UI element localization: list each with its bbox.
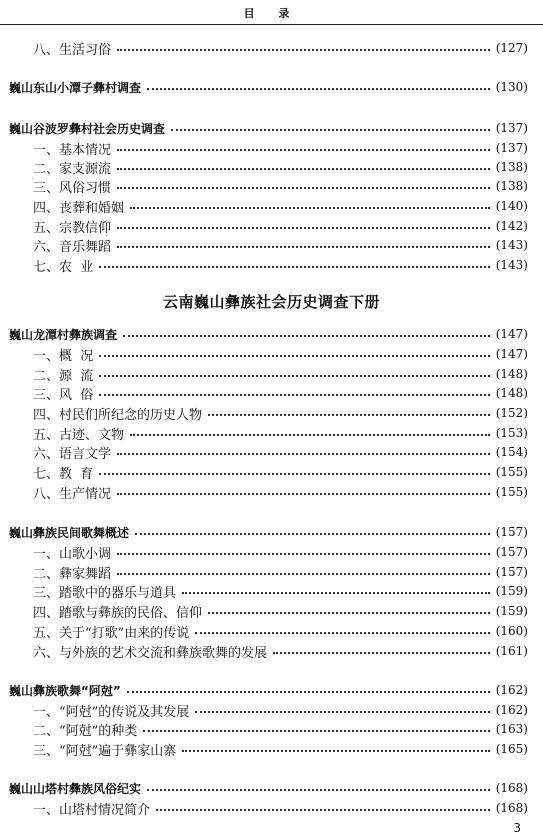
leader-dots	[147, 88, 490, 90]
toc-chapter-page: (130)	[495, 80, 528, 94]
toc-entry-label: 六、语言文学	[33, 446, 112, 462]
toc-entry-label: 一、基本情况	[33, 142, 112, 158]
leader-dots	[130, 434, 490, 436]
toc-entry-label: 一、概 况	[33, 348, 94, 364]
toc-entry-label: 三、“阿尅”遍于彝家山寨	[33, 743, 177, 759]
toc-entry[interactable]	[33, 384, 528, 402]
toc-entry[interactable]	[33, 563, 528, 581]
toc-entry-label: 二、“阿尅”的种类	[33, 723, 138, 739]
toc-entry[interactable]	[33, 139, 528, 157]
toc-chapter[interactable]	[9, 325, 528, 343]
toc-entry-page: (163)	[495, 722, 528, 736]
toc-entry[interactable]	[33, 236, 528, 254]
leader-dots	[143, 730, 489, 732]
toc-entry-page: (143)	[495, 258, 528, 272]
toc-entry-label: 五、关于“打歌”由来的传说	[33, 625, 190, 641]
leader-dots	[182, 592, 490, 594]
leader-dots	[117, 453, 490, 455]
toc-entry[interactable]	[33, 424, 528, 442]
leader-dots	[195, 632, 489, 634]
toc-entry[interactable]	[33, 642, 528, 660]
toc-entry-page: (160)	[495, 624, 528, 638]
leader-dots	[117, 149, 490, 151]
toc-entry[interactable]	[33, 622, 528, 640]
toc-entry-page: (148)	[495, 386, 528, 400]
toc-entry-label: 三、风俗习惯	[33, 180, 112, 196]
toc-entry-page: (138)	[495, 160, 528, 174]
toc-entry[interactable]	[33, 39, 528, 57]
leader-dots	[117, 493, 490, 495]
toc-entry[interactable]	[33, 720, 528, 738]
toc-entry-page: (153)	[495, 426, 528, 440]
leader-dots	[208, 414, 490, 416]
toc-entry[interactable]	[33, 483, 528, 501]
leader-dots	[99, 375, 489, 377]
toc-entry[interactable]	[33, 463, 528, 481]
toc-entry-label: 五、古迹、文物	[33, 427, 125, 443]
leader-dots	[117, 168, 490, 170]
header-title: 目 录	[243, 7, 300, 20]
toc-entry[interactable]	[33, 404, 528, 422]
toc-chapter-page: (157)	[495, 525, 528, 539]
toc-entry-label: 七、农 业	[33, 259, 94, 275]
leader-dots	[99, 266, 489, 268]
toc-entry-label: 六、与外族的艺术交流和彝族歌舞的发展	[33, 645, 268, 661]
toc-entry-page: (159)	[495, 584, 528, 598]
toc-entry[interactable]	[33, 197, 528, 215]
leader-dots	[117, 227, 490, 229]
volume-section-title: 云南巍山彝族社会历史调查下册	[162, 293, 380, 311]
leader-dots	[99, 355, 489, 357]
toc-entry-label: 三、踏歌中的器乐与道具	[33, 585, 177, 601]
leader-dots	[135, 533, 490, 535]
toc-entry-page: (157)	[495, 545, 528, 559]
toc-entry-page: (157)	[495, 565, 528, 579]
toc-entry[interactable]	[33, 543, 528, 561]
toc-entry-page: (161)	[495, 644, 528, 658]
toc-entry[interactable]	[33, 701, 528, 719]
toc-entry[interactable]	[33, 740, 528, 758]
toc-entry-label: 四、踏歌与彝族的民俗、信仰	[33, 605, 203, 621]
toc-entry[interactable]	[33, 256, 528, 274]
toc-entry-label: 四、丧葬和婚姻	[33, 200, 125, 216]
leader-dots	[117, 49, 490, 51]
running-header	[0, 0, 543, 25]
toc-entry-page: (152)	[495, 406, 528, 420]
leader-dots	[127, 691, 490, 693]
toc-entry-page: (148)	[495, 367, 528, 381]
toc-chapter-label: 巍山彝族民间歌舞概述	[9, 525, 130, 540]
toc-entry-page: (159)	[495, 604, 528, 618]
toc-entry[interactable]	[33, 365, 528, 383]
toc-entry-page: (138)	[495, 179, 528, 193]
leader-dots	[147, 789, 490, 791]
toc-chapter-label: 巍山谷波罗彝村社会历史调查	[9, 121, 166, 136]
leader-dots	[117, 553, 490, 555]
leader-dots	[156, 809, 490, 811]
toc-entry-label: 六、音乐舞蹈	[33, 239, 112, 255]
toc-chapter-page: (162)	[495, 683, 528, 697]
toc-chapter-label: 巍山彝族歌舞“阿尅”	[9, 683, 121, 698]
toc-chapter-label: 巍山龙潭村彝族调查	[9, 327, 118, 342]
toc-chapter[interactable]	[9, 681, 528, 699]
toc-entry-label: 五、宗教信仰	[33, 220, 112, 236]
page-number: 3	[513, 821, 521, 835]
toc-entry-page: (142)	[495, 219, 528, 233]
leader-dots	[273, 652, 490, 654]
leader-dots	[123, 335, 490, 337]
leader-dots	[182, 750, 489, 752]
toc-entry-label: 一、山塔村情况简介	[33, 802, 151, 818]
toc-entry-label: 一、山歌小调	[33, 546, 112, 562]
toc-entry-page: (154)	[495, 445, 528, 459]
toc-entry-page: (127)	[495, 41, 528, 55]
toc-chapter[interactable]	[9, 779, 528, 797]
toc-entry[interactable]	[33, 158, 528, 176]
toc-chapter-page: (168)	[495, 781, 528, 795]
toc-entry-page: (140)	[495, 199, 528, 213]
toc-entry-label: 二、家支源流	[33, 161, 112, 177]
toc-entry[interactable]	[33, 345, 528, 363]
toc-entry-page: (162)	[495, 703, 528, 717]
toc-entry-label: 七、教 育	[33, 466, 94, 482]
leader-dots	[117, 246, 490, 248]
toc-chapter-label: 巍山山塔村彝族风俗纪实	[9, 781, 142, 796]
toc-chapter[interactable]	[9, 119, 528, 137]
toc-chapter[interactable]	[9, 78, 528, 96]
toc-entry[interactable]	[33, 799, 528, 817]
toc-chapter-label: 巍山东山小潭子彝村调查	[9, 80, 142, 95]
toc-entry-label: 二、源 流	[33, 368, 94, 384]
toc-entry[interactable]	[33, 217, 528, 235]
toc-entry-page: (147)	[495, 347, 528, 361]
toc-entry-page: (143)	[495, 238, 528, 252]
toc-entry-label: 二、彝家舞蹈	[33, 566, 112, 582]
toc-entry-page: (155)	[495, 465, 528, 479]
toc-entry-label: 四、村民们所纪念的历史人物	[33, 407, 203, 423]
leader-dots	[99, 473, 489, 475]
leader-dots	[99, 394, 489, 396]
toc-entry[interactable]	[33, 582, 528, 600]
toc-entry-page: (155)	[495, 485, 528, 499]
toc-entry[interactable]	[33, 177, 528, 195]
toc-chapter[interactable]	[9, 523, 528, 541]
toc-chapter-page: (147)	[495, 327, 528, 341]
leader-dots	[117, 573, 490, 575]
leader-dots	[171, 129, 490, 131]
toc-entry-label: 三、风 俗	[33, 387, 94, 403]
toc-entry[interactable]	[33, 602, 528, 620]
toc-entry-label: 一、“阿尅”的传说及其发展	[33, 704, 190, 720]
leader-dots	[195, 711, 489, 713]
leader-dots	[117, 187, 490, 189]
leader-dots	[130, 207, 490, 209]
toc-entry-page: (137)	[495, 141, 528, 155]
toc-entry-label: 八、生产情况	[33, 486, 112, 502]
toc-chapter-page: (137)	[495, 121, 528, 135]
toc-entry[interactable]	[33, 443, 528, 461]
toc-entry-page: (165)	[495, 742, 528, 756]
toc-entry-page: (168)	[495, 801, 528, 815]
leader-dots	[208, 612, 490, 614]
toc-entry-label: 八、生活习俗	[33, 42, 112, 58]
